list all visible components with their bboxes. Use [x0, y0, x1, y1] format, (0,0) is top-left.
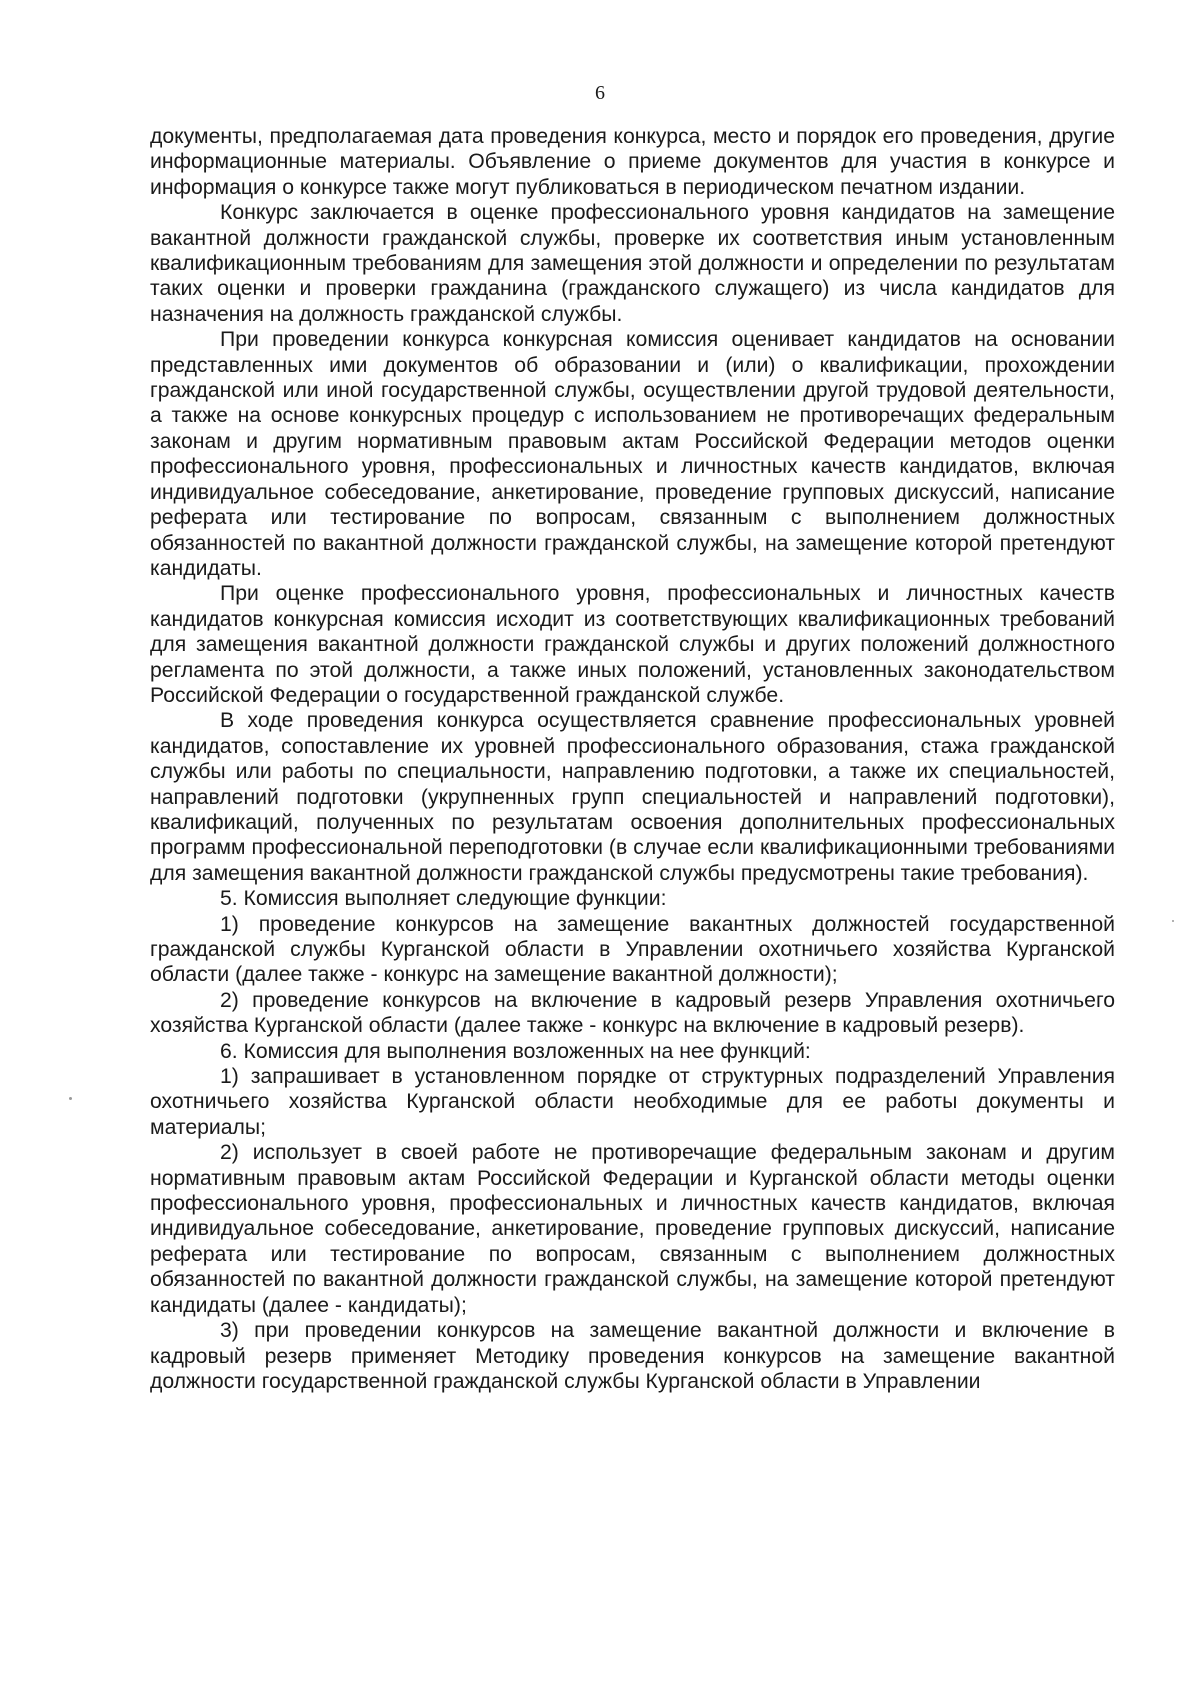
section-6-item-3: 3) при проведении конкурсов на замещение вакантной должности и включение в кадровый резерв применяет Методику проведения конкурсов на замещение вакантной должности государственной гражданской службы Курганской области в Управлении	[150, 1319, 1115, 1393]
document-body	[150, 124, 1115, 1394]
paragraph-5: В ходе проведения конкурса осуществляется сравнение профессиональных уровней кандидатов, сопоставление их уровней профессионального образования, стажа гражданской службы или работы по специальности, направлению подготовки, а также их специальностей, направлений подготовки (укрупненных групп специальностей и направлений подготовки), квалификаций, полученных по результатам освоения дополнительных профессиональных программ профессиональной переподготовки (в случае если квалификационными требованиями для замещения вакантной должности гражданской службы предусмотрены такие требования).	[150, 709, 1115, 885]
paragraph-2: Конкурс заключается в оценке профессионального уровня кандидатов на замещение вакантной должности гражданской службы, проверке их соответствия иным установленным квалификационным требованиям для замещения этой должности и определении по результатам таких оценки и проверки гражданина (гражданского служащего) из числа кандидатов для назначения на должность гражданской службы.	[150, 201, 1115, 326]
section-5-heading: 5. Комиссия выполняет следующие функции:	[220, 887, 667, 911]
section-6-heading: 6. Комиссия для выполнения возложенных на нее функций:	[220, 1039, 811, 1063]
section-6-item-2: 2) использует в своей работе не противоречащие федеральным законам и другим нормативным правовым актам Российской Федерации и Курганской области методы оценки профессионального уровня, профессиональных и личностных качеств кандидатов, включая индивидуальное собеседование, анкетирование, проведение групповых дискуссий, написание реферата или тестирование по вопросам, связанным с выполнением должностных обязанностей по вакантной должности гражданской службы, на замещение которой претендуют кандидаты (далее - кандидаты);	[150, 1141, 1115, 1317]
section-5-item-2: 2) проведение конкурсов на включение в кадровый резерв Управления охотничьего хозяйства Курганской области (далее также - конкурс на включение в кадровый резерв).	[150, 988, 1115, 1038]
paragraph-4: При оценке профессионального уровня, профессиональных и личностных качеств кандидатов конкурсная комиссия исходит из соответствующих квалификационных требований для замещения вакантной должности гражданской службы и других положений должностного регламента по этой должности, а также иных положений, установленных законодательством Российской Федерации о государственной гражданской службе.	[150, 582, 1115, 707]
page-number: 6	[595, 82, 605, 104]
section-5-item-1: 1) проведение конкурсов на замещение вакантных должностей государственной гражданской службы Курганской области в Управлении охотничьего хозяйства Курганской области (далее также - конкурс на замещение вакантной должности);	[150, 912, 1115, 987]
scan-speck	[1172, 920, 1174, 922]
paragraph-3: При проведении конкурса конкурсная комиссия оценивает кандидатов на основании представленных ими документов об образовании и (или) о квалификации, прохождении гражданской или иной государственной службы, осуществлении другой трудовой деятельности, а также на основе конкурсных процедур с использованием не противоречащих федеральным законам и другим нормативным правовым актам Российской Федерации методов оценки профессионального уровня, профессиональных и личностных качеств кандидатов, включая индивидуальное собеседование, анкетирование, проведение групповых дискуссий, написание реферата или тестирование по вопросам, связанным с выполнением должностных обязанностей по вакантной должности гражданской службы, на замещение которой претендуют кандидаты.	[150, 328, 1115, 580]
scan-speck	[69, 1097, 72, 1100]
section-6-item-1: 1) запрашивает в установленном порядке от структурных подразделений Управления охотничьего хозяйства Курганской области необходимые для ее работы документы и материалы;	[150, 1065, 1115, 1139]
paragraph-1: документы, предполагаемая дата проведения конкурса, место и порядок его проведения, другие информационные материалы. Объявление о приеме документов для участия в конкурсе и информация о конкурсе также могут публиковаться в периодическом печатном издании.	[150, 125, 1115, 199]
